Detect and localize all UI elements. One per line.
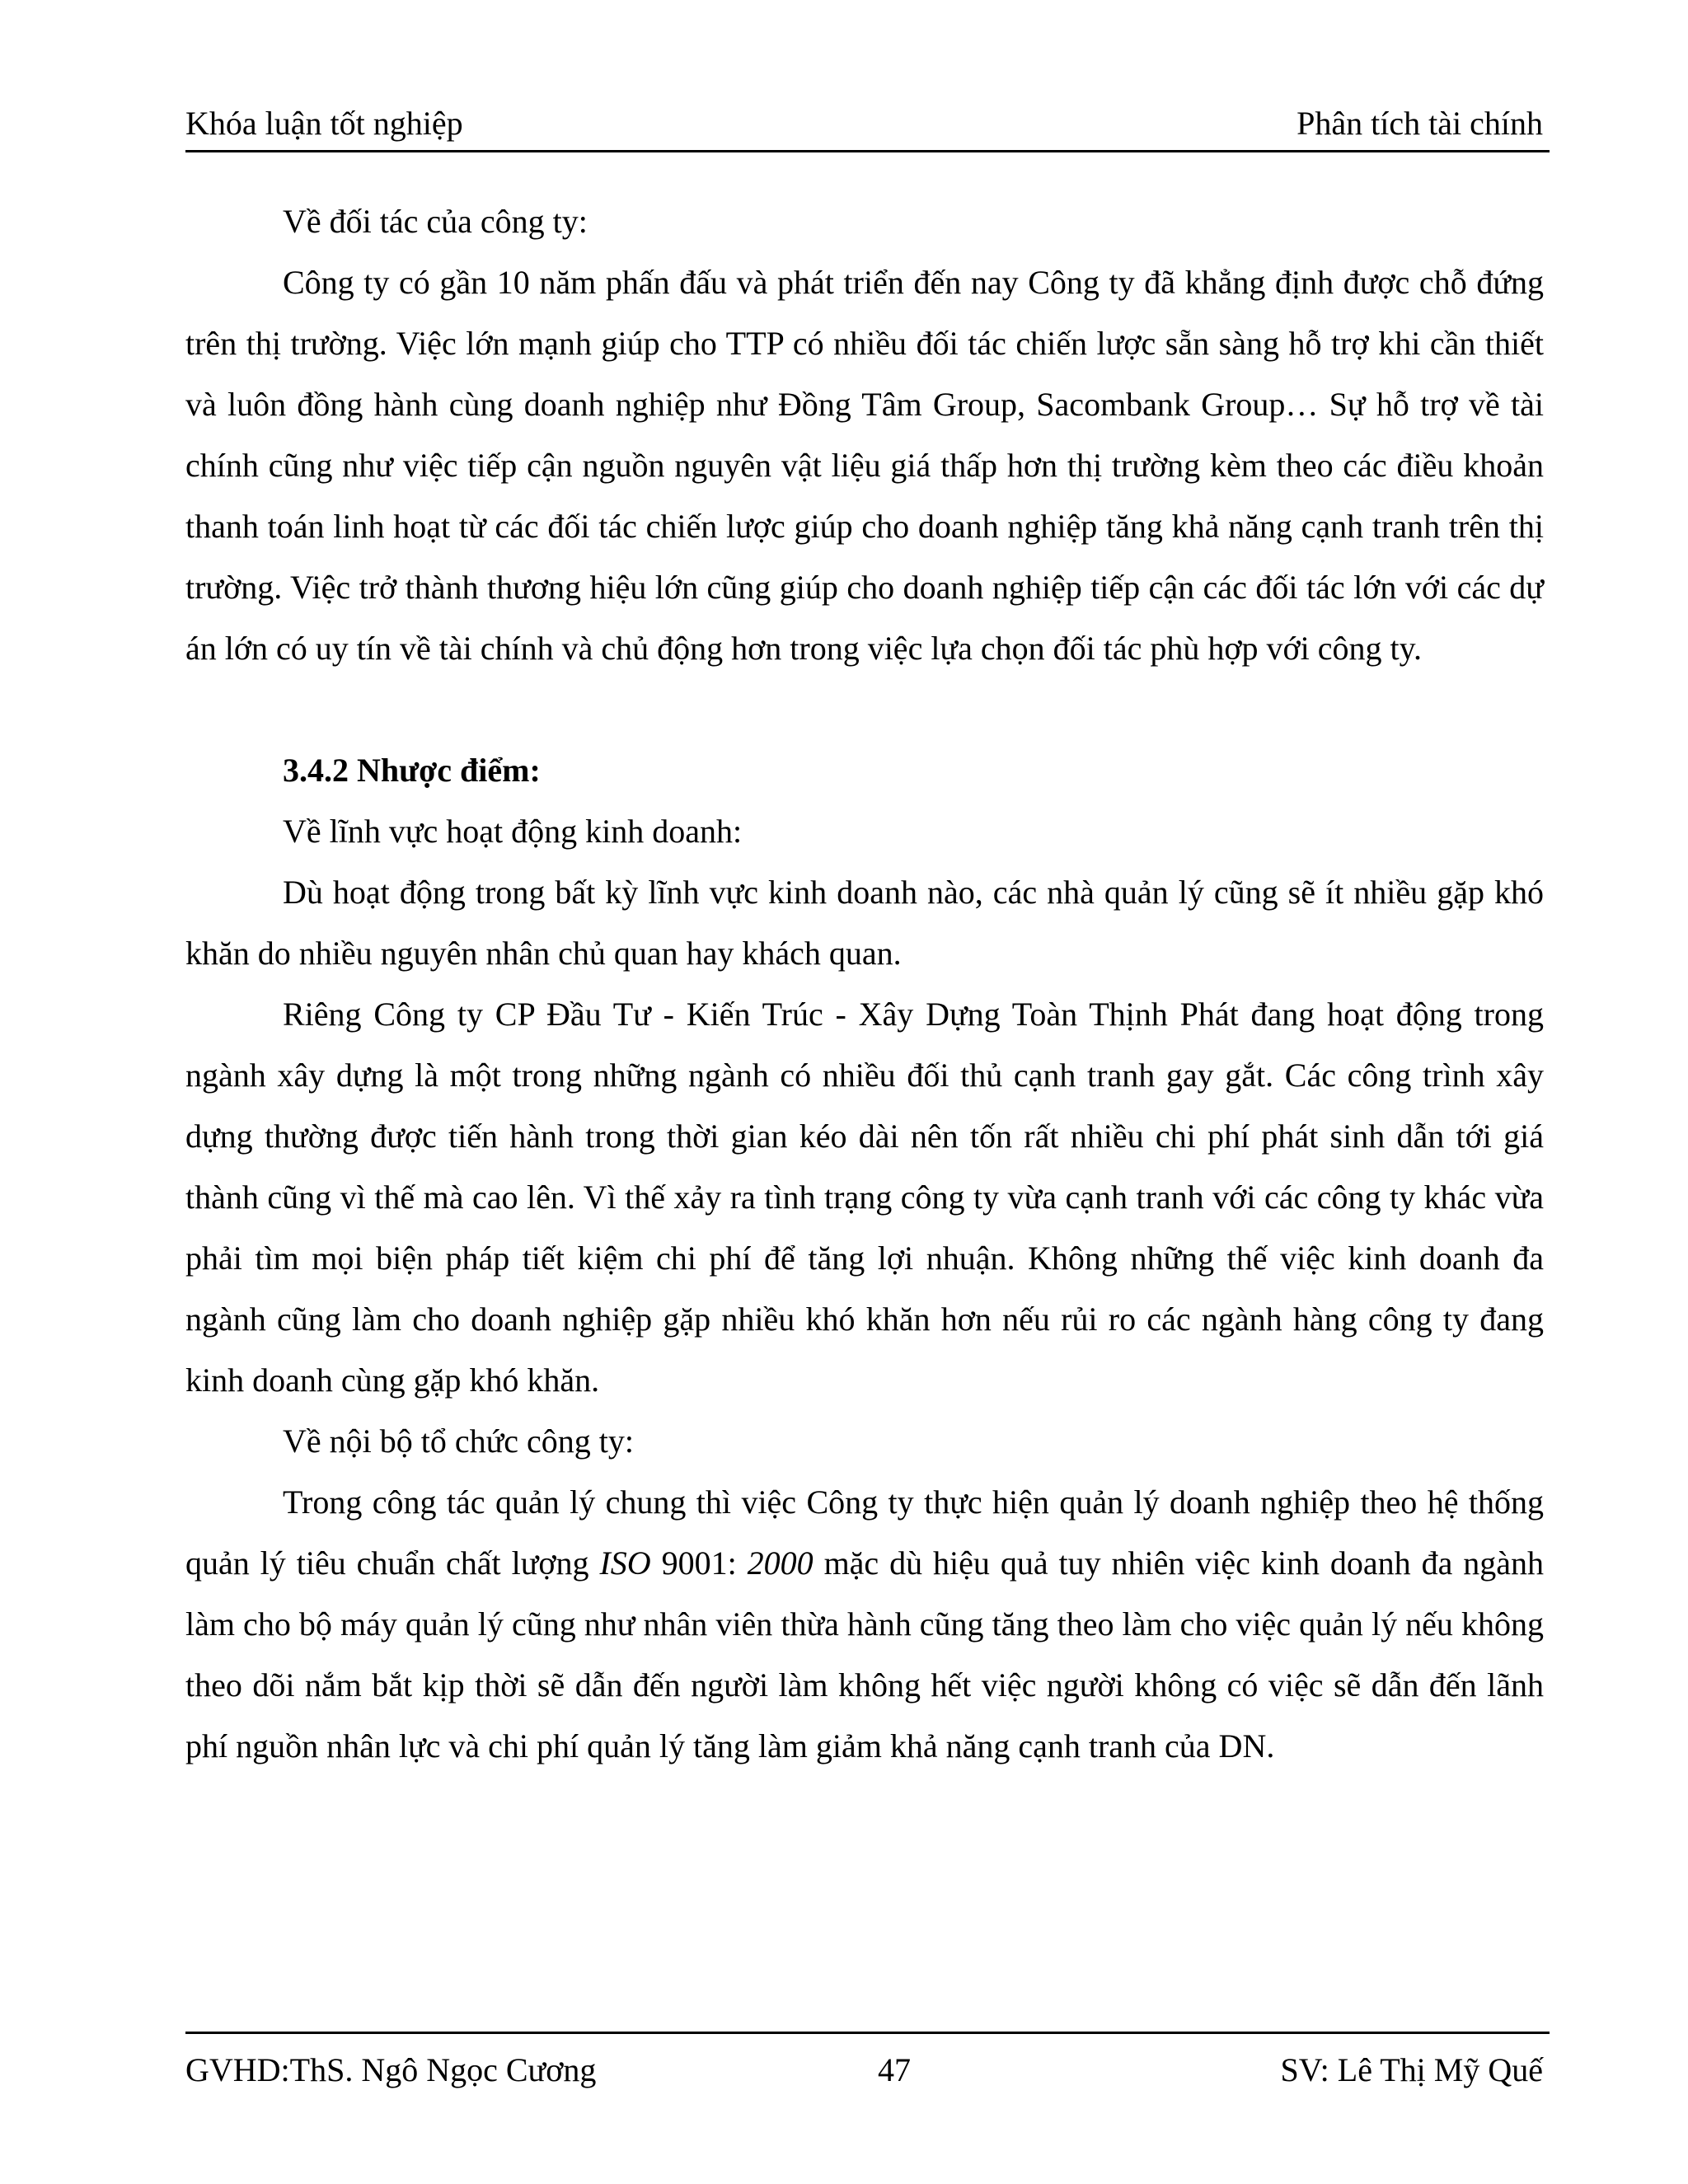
partner-paragraph: Công ty có gần 10 năm phấn đấu và phát triển đến nay Công ty đã khẳng định được chỗ đứng trên thị trường. Việc lớn mạnh giúp cho TTP có nhiều đối tác chiến lược sẵn sàng hỗ trợ khi cần thiết và luôn đồng hành cùng doanh nghiệp như Đồng Tâm Group, Sacombank Group… Sự hỗ trợ về tài chính cũng như việc tiếp cận nguồn nguyên vật liệu giá thấp hơn thị trường kèm theo các điều khoản thanh toán linh hoạt từ các đối tác chiến lược giúp cho doanh nghiệp tăng khả năng cạnh tranh trên thị trường. Việc trở thành thương hiệu lớn cũng giúp cho doanh nghiệp tiếp cận các đối tác lớn với các dự án lớn có uy tín về tài chính và chủ động hơn trong việc lựa chọn đối tác phù hợp với công ty.	[185, 264, 1544, 667]
footer-page-number: 47	[878, 2051, 911, 2088]
header-subject-label: Phân tích tài chính	[1296, 105, 1543, 142]
internal-paragraph-end: mặc dù hiệu quả tuy nhiên việc kinh doanh đa ngành làm cho bộ máy quản lý cũng như nhân viên thừa hành cũng tăng theo làm cho việc quản lý nếu không theo dõi nắm bắt kịp thời sẽ dẫn đến người làm không hết việc người không có việc sẽ dẫn đến lãnh phí nguồn nhân lực và chi phí quản lý tăng làm giảm khả năng cạnh tranh của DN.	[185, 1544, 1544, 1765]
business-paragraph-2: Riêng Công ty CP Đầu Tư - Kiến Trúc - Xây Dựng Toàn Thịnh Phát đang hoạt động trong ngành xây dựng là một trong những ngành có nhiều đối thủ cạnh tranh gay gắt. Các công trình xây dựng thường được tiến hành trong thời gian kéo dài nên tốn rất nhiều chi phí phát sinh dẫn tới giá thành cũng vì thế mà cao lên. Vì thế xảy ra tình trạng công ty vừa cạnh tranh với các công ty khác vừa phải tìm mọi biện pháp tiết kiệm chi phí để tăng lợi nhuận. Không những thế việc kinh doanh đa ngành cũng làm cho doanh nghiệp gặp nhiều khó khăn hơn nếu rủi ro các ngành hàng công ty đang kinh doanh cùng gặp khó khăn.	[185, 996, 1544, 1399]
internal-paragraph-start: Trong công tác quản lý chung thì việc Công ty thực hiện quản lý doanh nghiệp theo hệ thống quản lý tiêu chuẩn chất lượng	[185, 1483, 1544, 1582]
partner-heading: Về đối tác của công ty:	[283, 203, 588, 240]
iso-year: 2000	[747, 1544, 814, 1582]
internal-paragraph	[185, 1472, 1544, 1777]
iso-label: ISO	[599, 1544, 651, 1582]
page-header	[185, 101, 1550, 152]
page-footer	[185, 2032, 1550, 2092]
internal-heading: Về nội bộ tổ chức công ty:	[283, 1422, 635, 1460]
footer-advisor: GVHD:ThS. Ngô Ngọc Cương	[185, 2051, 597, 2088]
section-title: 3.4.2 Nhược điểm:	[283, 752, 541, 789]
business-heading: Về lĩnh vực hoạt động kinh doanh:	[283, 813, 743, 850]
business-paragraph-1: Dù hoạt động trong bất kỳ lĩnh vực kinh doanh nào, các nhà quản lý cũng sẽ ít nhiều gặp khó khăn do nhiều nguyên nhân chủ quan hay khách quan.	[185, 874, 1544, 972]
footer-student: SV: Lê Thị Mỹ Quế	[1280, 2051, 1543, 2088]
iso-number: 9001:	[650, 1544, 748, 1582]
header-thesis-label: Khóa luận tốt nghiệp	[185, 105, 463, 142]
document-body	[185, 191, 1544, 1777]
